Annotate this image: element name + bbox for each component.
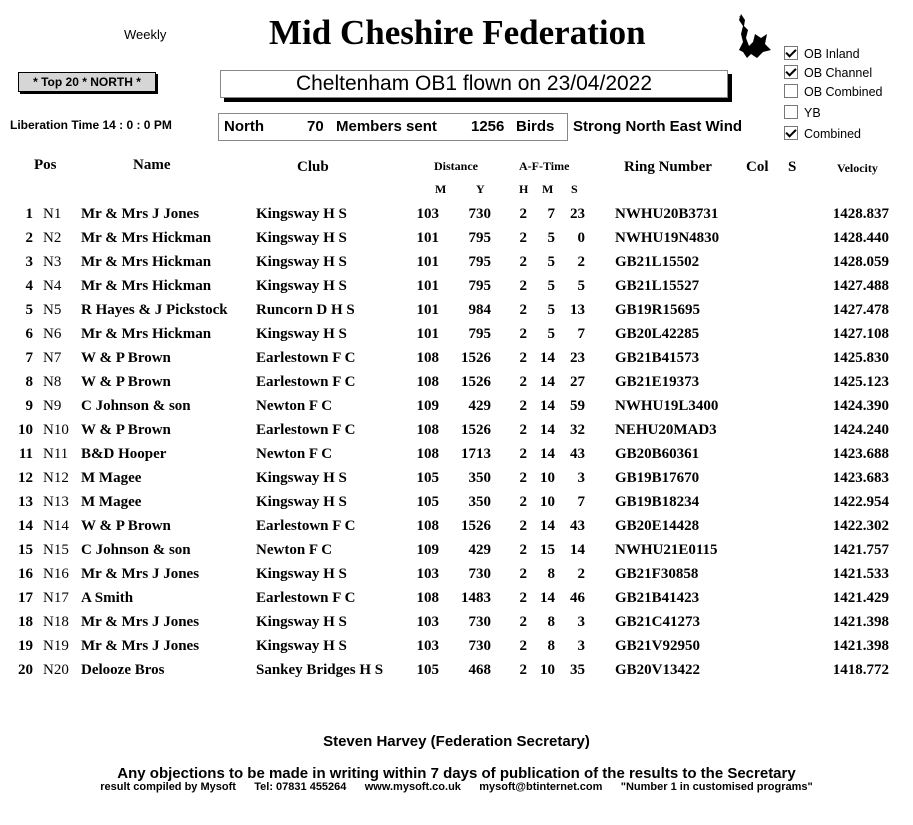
row-ring-number: NWHU21E0115 (615, 542, 718, 558)
row-distance-miles: 105 (416, 494, 439, 510)
row-club: Earlestown F C (256, 350, 356, 366)
row-velocity: 1425.123 (832, 374, 889, 390)
row-distance-yards: 1526 (461, 374, 491, 390)
row-pos: 3 (25, 254, 33, 270)
row-time-minutes: 14 (540, 590, 555, 606)
col-header-dist-m: M (435, 182, 447, 196)
row-time-seconds: 23 (570, 206, 585, 222)
row-distance-yards: 730 (468, 638, 491, 654)
row-time-seconds: 59 (570, 398, 585, 414)
row-time-minutes: 14 (540, 374, 555, 390)
row-time-minutes: 5 (547, 254, 555, 270)
row-ring-number: GB21C41273 (615, 614, 701, 630)
table-row (0, 302, 913, 326)
row-time-minutes: 5 (547, 278, 555, 294)
row-distance-yards: 984 (468, 302, 491, 318)
section-badge: * Top 20 * NORTH * (18, 72, 156, 92)
row-distance-yards: 468 (468, 662, 491, 678)
row-velocity: 1424.240 (832, 422, 889, 438)
row-name: Mr & Mrs Hickman (81, 326, 212, 342)
option-ob-inland[interactable] (784, 46, 860, 61)
row-time-minutes: 7 (547, 206, 555, 222)
option-ob-combined[interactable] (784, 84, 883, 99)
checkbox-ob-channel[interactable] (784, 65, 798, 79)
row-distance-miles: 103 (416, 614, 439, 630)
row-time-seconds: 7 (577, 326, 585, 342)
option-label: OB Inland (804, 47, 860, 61)
row-time-hours: 2 (519, 590, 527, 606)
row-time-hours: 2 (519, 518, 527, 534)
checkbox-ob-inland[interactable] (784, 46, 798, 60)
row-name: M Magee (81, 470, 142, 486)
row-distance-miles: 103 (416, 206, 439, 222)
row-name: M Magee (81, 494, 142, 510)
row-time-hours: 2 (519, 254, 527, 270)
row-name: W & P Brown (81, 350, 171, 366)
col-header-m: M (542, 182, 554, 196)
row-distance-yards: 1526 (461, 518, 491, 534)
table-row (0, 422, 913, 446)
birds-label: Birds (516, 118, 555, 135)
table-row (0, 518, 913, 542)
row-pos: 4 (25, 278, 33, 294)
row-velocity: 1423.688 (832, 446, 889, 462)
row-name: W & P Brown (81, 374, 171, 390)
table-row (0, 446, 913, 470)
row-time-seconds: 43 (570, 446, 585, 462)
table-row (0, 614, 913, 638)
row-distance-yards: 429 (468, 398, 491, 414)
row-pos: 11 (18, 446, 33, 462)
row-ring-number: GB20B60361 (615, 446, 700, 462)
row-pos: 18 (18, 614, 33, 630)
row-section-id: N20 (43, 662, 69, 678)
row-ring-number: NEHU20MAD3 (615, 422, 717, 438)
row-time-minutes: 10 (540, 470, 555, 486)
checkbox-ob-combined[interactable] (784, 84, 798, 98)
row-club: Runcorn D H S (256, 302, 355, 318)
row-club: Kingsway H S (256, 566, 347, 582)
row-pos: 8 (25, 374, 33, 390)
liberation-time: Liberation Time 14 : 0 : 0 PM (10, 118, 172, 132)
col-header-distance: Distance (434, 159, 478, 173)
row-velocity: 1421.533 (832, 566, 889, 582)
row-velocity: 1425.830 (832, 350, 889, 366)
row-ring-number: GB21E19373 (615, 374, 700, 390)
table-row (0, 326, 913, 350)
row-time-seconds: 35 (570, 662, 585, 678)
row-time-seconds: 0 (577, 230, 585, 246)
row-velocity: 1421.757 (832, 542, 889, 558)
row-club: Earlestown F C (256, 590, 356, 606)
race-title: Cheltenham OB1 flown on 23/04/2022 (220, 70, 728, 98)
option-label: OB Channel (804, 66, 873, 80)
col-header-aftime: A-F-Time (519, 159, 570, 173)
row-time-hours: 2 (519, 494, 527, 510)
table-row (0, 398, 913, 422)
row-distance-yards: 350 (468, 470, 491, 486)
row-distance-miles: 101 (416, 278, 439, 294)
wind-conditions: Strong North East Wind (573, 118, 743, 135)
row-club: Newton F C (256, 542, 333, 558)
row-time-hours: 2 (519, 542, 527, 558)
col-header-sex: S (788, 159, 797, 175)
row-time-hours: 2 (519, 230, 527, 246)
row-time-seconds: 23 (570, 350, 585, 366)
col-header-h: H (519, 182, 529, 196)
table-row (0, 662, 913, 686)
option-ob-channel[interactable] (784, 65, 872, 80)
row-time-hours: 2 (519, 326, 527, 342)
row-distance-yards: 1483 (461, 590, 491, 606)
row-name: Mr & Mrs J Jones (81, 614, 200, 630)
row-ring-number: GB21F30858 (615, 566, 699, 582)
row-time-minutes: 8 (547, 614, 555, 630)
table-row (0, 230, 913, 254)
weekly-label: Weekly (124, 27, 167, 42)
federation-title: Mid Cheshire Federation (269, 13, 646, 52)
row-time-minutes: 14 (540, 398, 555, 414)
row-section-id: N15 (43, 542, 69, 558)
row-name: Mr & Mrs J Jones (81, 566, 200, 582)
row-time-minutes: 14 (540, 350, 555, 366)
row-time-seconds: 13 (570, 302, 585, 318)
row-distance-miles: 109 (416, 542, 439, 558)
row-distance-yards: 1526 (461, 350, 491, 366)
row-pos: 7 (25, 350, 33, 366)
row-time-hours: 2 (519, 638, 527, 654)
row-name: W & P Brown (81, 422, 171, 438)
row-pos: 16 (18, 566, 33, 582)
birds-count: 1256 (471, 118, 505, 135)
row-club: Kingsway H S (256, 638, 347, 654)
row-distance-miles: 108 (416, 518, 439, 534)
col-header-ring: Ring Number (624, 159, 712, 175)
row-ring-number: NWHU19L3400 (615, 398, 719, 414)
row-distance-miles: 108 (416, 446, 439, 462)
row-ring-number: GB19R15695 (615, 302, 701, 318)
row-name: Delooze Bros (81, 662, 165, 678)
row-time-minutes: 14 (540, 422, 555, 438)
row-time-seconds: 46 (570, 590, 585, 606)
row-ring-number: GB21L15527 (615, 278, 700, 294)
row-distance-miles: 101 (416, 326, 439, 342)
row-section-id: N1 (43, 206, 62, 222)
row-club: Kingsway H S (256, 230, 347, 246)
row-name: R Hayes & J Pickstock (81, 302, 228, 318)
row-velocity: 1427.478 (832, 302, 889, 318)
section-summary (218, 113, 568, 141)
row-time-seconds: 5 (577, 278, 585, 294)
row-ring-number: GB20E14428 (615, 518, 700, 534)
row-section-id: N9 (43, 398, 62, 414)
row-section-id: N17 (43, 590, 69, 606)
checkbox-yb[interactable] (784, 105, 798, 119)
row-name: Mr & Mrs Hickman (81, 230, 212, 246)
row-time-hours: 2 (519, 470, 527, 486)
row-name: C Johnson & son (81, 398, 191, 414)
objections-notice: Any objections to be made in writing within 7 days of publication of the results to the Secretary (117, 765, 796, 782)
row-distance-miles: 101 (416, 230, 439, 246)
row-ring-number: GB19B17670 (615, 470, 700, 486)
option-label: Combined (804, 127, 861, 141)
row-time-seconds: 14 (570, 542, 585, 558)
row-club: Newton F C (256, 398, 333, 414)
row-club: Sankey Bridges H S (256, 662, 384, 678)
row-time-seconds: 7 (577, 494, 585, 510)
row-section-id: N8 (43, 374, 62, 390)
row-time-minutes: 8 (547, 638, 555, 654)
row-distance-yards: 1526 (461, 422, 491, 438)
col-header-pos: Pos (34, 157, 57, 173)
col-header-col: Col (746, 159, 769, 175)
col-header-velocity: Velocity (837, 161, 878, 175)
row-section-id: N10 (43, 422, 69, 438)
row-pos: 5 (25, 302, 33, 318)
row-section-id: N4 (43, 278, 62, 294)
row-ring-number: GB21L15502 (615, 254, 700, 270)
row-pos: 20 (18, 662, 33, 678)
row-velocity: 1428.837 (832, 206, 889, 222)
option-label: OB Combined (804, 85, 883, 99)
row-time-hours: 2 (519, 206, 527, 222)
row-section-id: N5 (43, 302, 62, 318)
row-ring-number: GB20V13422 (615, 662, 701, 678)
row-velocity: 1423.683 (832, 470, 889, 486)
row-ring-number: GB21B41573 (615, 350, 700, 366)
col-header-club: Club (297, 159, 329, 175)
row-section-id: N16 (43, 566, 69, 582)
members-label: Members sent (336, 118, 437, 135)
row-velocity: 1427.488 (832, 278, 889, 294)
row-club: Kingsway H S (256, 254, 347, 270)
row-club: Newton F C (256, 446, 333, 462)
table-row (0, 470, 913, 494)
row-time-minutes: 5 (547, 302, 555, 318)
secretary-line: Steven Harvey (Federation Secretary) (323, 733, 590, 750)
row-time-seconds: 32 (570, 422, 585, 438)
row-club: Kingsway H S (256, 470, 347, 486)
row-name: Mr & Mrs Hickman (81, 278, 212, 294)
row-pos: 10 (18, 422, 33, 438)
row-name: C Johnson & son (81, 542, 191, 558)
row-pos: 1 (25, 206, 33, 222)
row-time-minutes: 5 (547, 326, 555, 342)
row-ring-number: GB20L42285 (615, 326, 700, 342)
row-time-hours: 2 (519, 566, 527, 582)
col-header-s: S (571, 182, 578, 196)
table-row (0, 206, 913, 230)
row-velocity: 1422.302 (832, 518, 889, 534)
members-count: 70 (307, 118, 324, 135)
row-section-id: N11 (43, 446, 69, 462)
row-name: Mr & Mrs J Jones (81, 206, 200, 222)
row-section-id: N12 (43, 470, 69, 486)
row-velocity: 1421.429 (832, 590, 889, 606)
row-time-minutes: 8 (547, 566, 555, 582)
row-time-seconds: 43 (570, 518, 585, 534)
row-pos: 13 (18, 494, 33, 510)
col-header-dist-y: Y (476, 182, 485, 196)
row-velocity: 1421.398 (832, 614, 889, 630)
row-distance-yards: 795 (468, 254, 491, 270)
row-name: Mr & Mrs Hickman (81, 254, 212, 270)
row-time-seconds: 3 (577, 614, 585, 630)
table-row (0, 542, 913, 566)
row-velocity: 1421.398 (832, 638, 889, 654)
table-row (0, 278, 913, 302)
row-time-hours: 2 (519, 278, 527, 294)
row-time-hours: 2 (519, 422, 527, 438)
option-label: YB (804, 106, 821, 120)
row-distance-miles: 108 (416, 422, 439, 438)
row-time-hours: 2 (519, 302, 527, 318)
row-distance-yards: 429 (468, 542, 491, 558)
row-section-id: N7 (43, 350, 62, 366)
row-time-minutes: 10 (540, 494, 555, 510)
row-section-id: N14 (43, 518, 69, 534)
row-time-minutes: 5 (547, 230, 555, 246)
row-pos: 19 (18, 638, 33, 654)
row-time-hours: 2 (519, 446, 527, 462)
row-club: Earlestown F C (256, 422, 356, 438)
row-time-minutes: 14 (540, 518, 555, 534)
row-time-hours: 2 (519, 662, 527, 678)
option-combined[interactable] (784, 126, 861, 141)
row-club: Kingsway H S (256, 326, 347, 342)
row-distance-yards: 350 (468, 494, 491, 510)
row-name: A Smith (81, 590, 134, 606)
row-distance-miles: 101 (416, 302, 439, 318)
row-time-seconds: 2 (577, 566, 585, 582)
row-club: Kingsway H S (256, 278, 347, 294)
row-time-seconds: 3 (577, 638, 585, 654)
table-row (0, 254, 913, 278)
row-distance-miles: 105 (416, 470, 439, 486)
compiled-by-line: result compiled by Mysoft Tel: 07831 455264 www.mysoft.co.uk mysoft@btinternet.com "Number 1 in customised programs" (100, 781, 813, 793)
row-distance-yards: 1713 (461, 446, 491, 462)
row-time-hours: 2 (519, 374, 527, 390)
row-pos: 2 (25, 230, 33, 246)
table-row (0, 494, 913, 518)
row-club: Earlestown F C (256, 518, 356, 534)
row-velocity: 1427.108 (832, 326, 889, 342)
row-distance-yards: 795 (468, 326, 491, 342)
row-time-minutes: 14 (540, 446, 555, 462)
row-distance-miles: 103 (416, 566, 439, 582)
option-yb[interactable] (784, 105, 821, 120)
table-row (0, 590, 913, 614)
row-section-id: N2 (43, 230, 62, 246)
row-name: W & P Brown (81, 518, 171, 534)
row-time-hours: 2 (519, 350, 527, 366)
row-pos: 6 (25, 326, 33, 342)
row-distance-yards: 730 (468, 566, 491, 582)
row-club: Kingsway H S (256, 206, 347, 222)
row-velocity: 1418.772 (832, 662, 889, 678)
row-time-seconds: 3 (577, 470, 585, 486)
row-distance-yards: 730 (468, 614, 491, 630)
row-distance-miles: 108 (416, 374, 439, 390)
row-time-seconds: 2 (577, 254, 585, 270)
row-time-hours: 2 (519, 398, 527, 414)
row-pos: 15 (18, 542, 33, 558)
row-section-id: N18 (43, 614, 69, 630)
row-time-hours: 2 (519, 614, 527, 630)
row-ring-number: GB19B18234 (615, 494, 700, 510)
row-time-minutes: 15 (540, 542, 555, 558)
row-distance-yards: 730 (468, 206, 491, 222)
row-distance-miles: 101 (416, 254, 439, 270)
row-club: Kingsway H S (256, 614, 347, 630)
row-ring-number: NWHU20B3731 (615, 206, 719, 222)
row-club: Kingsway H S (256, 494, 347, 510)
row-section-id: N13 (43, 494, 69, 510)
row-time-seconds: 27 (570, 374, 585, 390)
row-distance-yards: 795 (468, 230, 491, 246)
row-distance-yards: 795 (468, 278, 491, 294)
table-row (0, 566, 913, 590)
row-distance-miles: 105 (416, 662, 439, 678)
row-distance-miles: 108 (416, 350, 439, 366)
col-header-name: Name (133, 157, 171, 173)
section-name: North (224, 118, 264, 135)
row-section-id: N19 (43, 638, 69, 654)
row-time-minutes: 10 (540, 662, 555, 678)
row-pos: 9 (25, 398, 33, 414)
row-distance-miles: 108 (416, 590, 439, 606)
row-distance-miles: 103 (416, 638, 439, 654)
table-row (0, 350, 913, 374)
row-pos: 12 (18, 470, 33, 486)
row-velocity: 1428.440 (832, 230, 889, 246)
table-row (0, 374, 913, 398)
row-ring-number: NWHU19N4830 (615, 230, 720, 246)
table-row (0, 638, 913, 662)
row-ring-number: GB21B41423 (615, 590, 700, 606)
row-ring-number: GB21V92950 (615, 638, 701, 654)
row-velocity: 1424.390 (832, 398, 889, 414)
row-section-id: N3 (43, 254, 62, 270)
row-section-id: N6 (43, 326, 62, 342)
row-name: Mr & Mrs J Jones (81, 638, 200, 654)
pigeon-logo-icon (735, 12, 773, 60)
row-velocity: 1422.954 (832, 494, 889, 510)
row-distance-miles: 109 (416, 398, 439, 414)
row-pos: 14 (18, 518, 33, 534)
row-pos: 17 (18, 590, 33, 606)
row-velocity: 1428.059 (832, 254, 889, 270)
row-club: Earlestown F C (256, 374, 356, 390)
row-name: B&D Hooper (81, 446, 167, 462)
checkbox-combined[interactable] (784, 126, 798, 140)
